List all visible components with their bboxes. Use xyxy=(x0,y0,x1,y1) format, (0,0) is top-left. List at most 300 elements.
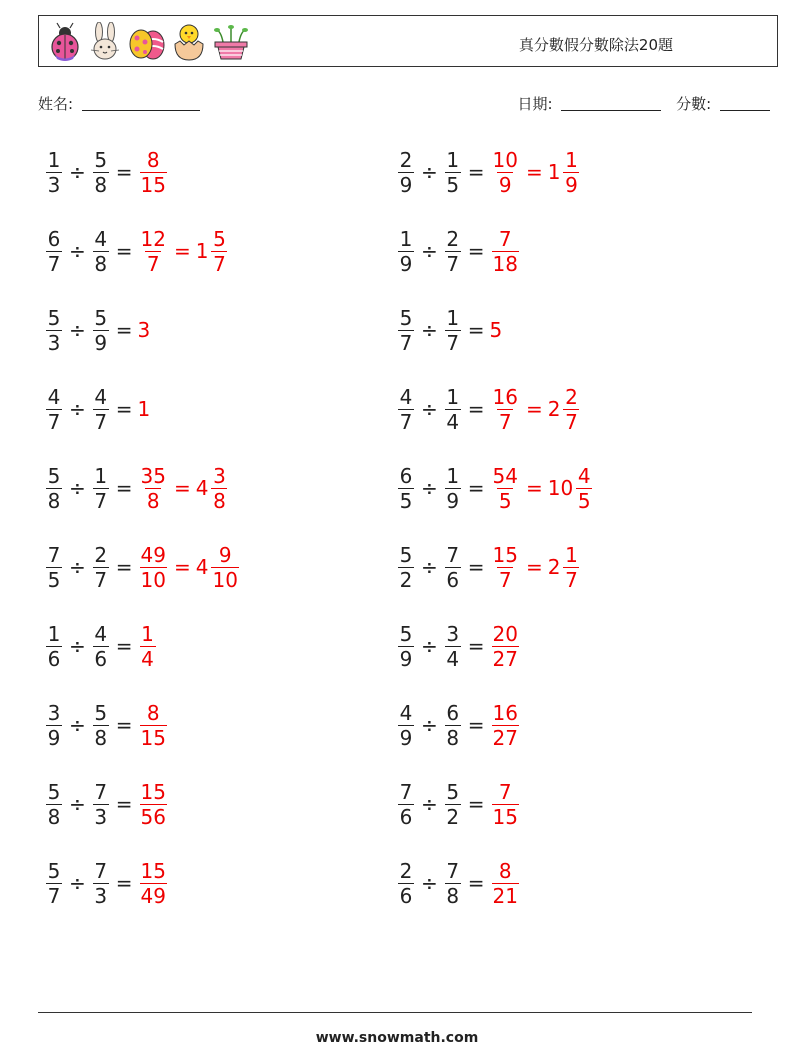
fraction xyxy=(445,463,461,513)
numerator: 4 xyxy=(94,384,108,409)
denominator: 6 xyxy=(94,646,108,671)
divide-sign: ÷ xyxy=(421,634,438,658)
fraction xyxy=(93,463,109,513)
denominator: 49 xyxy=(140,883,166,908)
fraction xyxy=(398,779,414,829)
fraction xyxy=(46,226,62,276)
denominator: 7 xyxy=(565,409,578,434)
problem-row xyxy=(44,382,151,436)
denominator: 7 xyxy=(565,567,578,592)
answer xyxy=(490,147,521,197)
numerator: 7 xyxy=(498,226,512,251)
denominator: 8 xyxy=(47,804,61,829)
denominator: 6 xyxy=(399,883,413,908)
denominator: 6 xyxy=(47,646,61,671)
fraction xyxy=(492,858,519,908)
equals-sign: = xyxy=(467,476,485,500)
fraction xyxy=(492,463,519,513)
fraction xyxy=(445,226,461,276)
bunny-icon xyxy=(87,22,123,62)
answer xyxy=(547,384,582,434)
numerator: 4 xyxy=(94,226,108,251)
denominator: 10 xyxy=(212,567,238,592)
equals-sign: = xyxy=(467,634,485,658)
denominator: 15 xyxy=(492,804,518,829)
numerator: 8 xyxy=(146,700,160,725)
answer xyxy=(195,463,230,513)
answer xyxy=(138,397,152,421)
numerator: 4 xyxy=(47,384,61,409)
denominator: 2 xyxy=(446,804,460,829)
numerator: 7 xyxy=(47,542,61,567)
answer xyxy=(547,463,594,513)
answer-whole: 5 xyxy=(489,318,503,342)
date-blank[interactable] xyxy=(561,96,661,111)
fraction xyxy=(46,147,62,197)
denominator: 27 xyxy=(492,646,518,671)
flower-pot-icon xyxy=(211,22,251,62)
denominator: 9 xyxy=(565,172,578,197)
fraction xyxy=(140,542,167,592)
answer-whole: 4 xyxy=(195,476,209,500)
fraction xyxy=(93,226,109,276)
answer xyxy=(138,542,169,592)
denominator: 7 xyxy=(47,883,61,908)
divide-sign: ÷ xyxy=(69,318,86,342)
denominator: 8 xyxy=(146,488,160,513)
numerator: 5 xyxy=(399,305,413,330)
fraction xyxy=(93,621,109,671)
divide-sign: ÷ xyxy=(421,555,438,579)
answer xyxy=(490,463,521,513)
answer xyxy=(138,147,169,197)
ladybug-icon xyxy=(47,22,83,62)
answer xyxy=(547,147,582,197)
problem-row xyxy=(44,145,169,199)
answer-whole: 3 xyxy=(137,318,151,342)
answer xyxy=(138,700,169,750)
denominator: 9 xyxy=(94,330,108,355)
fraction xyxy=(445,858,461,908)
denominator: 7 xyxy=(446,330,460,355)
numerator: 1 xyxy=(446,463,460,488)
denominator: 4 xyxy=(446,409,460,434)
numerator: 15 xyxy=(492,542,518,567)
denominator: 3 xyxy=(47,172,61,197)
answer xyxy=(490,858,521,908)
denominator: 7 xyxy=(498,567,512,592)
denominator: 9 xyxy=(47,725,61,750)
equals-sign: = xyxy=(467,555,485,579)
worksheet-title: 真分數假分數除法20題 xyxy=(518,36,673,54)
numerator: 1 xyxy=(565,147,578,172)
date-score-fields xyxy=(518,93,770,114)
problem-row xyxy=(44,698,169,752)
fraction xyxy=(140,147,167,197)
divide-sign: ÷ xyxy=(69,239,86,263)
fraction xyxy=(563,542,579,592)
numerator: 5 xyxy=(47,305,61,330)
numerator: 1 xyxy=(47,147,61,172)
equals-sign: = xyxy=(115,792,133,816)
denominator: 9 xyxy=(446,488,460,513)
denominator: 27 xyxy=(492,725,518,750)
numerator: 4 xyxy=(399,384,413,409)
numerator: 6 xyxy=(47,226,61,251)
numerator: 4 xyxy=(94,621,108,646)
fraction xyxy=(93,858,109,908)
numerator: 16 xyxy=(492,384,518,409)
denominator: 7 xyxy=(498,409,512,434)
numerator: 7 xyxy=(399,779,413,804)
fraction xyxy=(46,463,62,513)
equals-sign: = xyxy=(115,397,133,421)
numerator: 2 xyxy=(565,384,578,409)
numerator: 7 xyxy=(94,858,108,883)
problem-row xyxy=(396,224,521,278)
answer xyxy=(138,621,158,671)
denominator: 8 xyxy=(446,883,460,908)
fraction xyxy=(398,858,414,908)
fraction xyxy=(398,384,414,434)
fraction xyxy=(211,226,227,276)
numerator: 1 xyxy=(446,305,460,330)
numerator: 3 xyxy=(446,621,460,646)
denominator: 2 xyxy=(399,567,413,592)
name-field xyxy=(38,93,200,114)
header-icons xyxy=(47,22,251,62)
answer-equals-sign: = xyxy=(525,397,543,421)
divide-sign: ÷ xyxy=(421,792,438,816)
fraction xyxy=(93,779,109,829)
denominator: 5 xyxy=(446,172,460,197)
answer xyxy=(195,226,230,276)
numerator: 5 xyxy=(94,305,108,330)
numerator: 2 xyxy=(399,147,413,172)
denominator: 7 xyxy=(146,251,160,276)
denominator: 6 xyxy=(399,804,413,829)
numerator: 5 xyxy=(94,700,108,725)
divide-sign: ÷ xyxy=(69,160,86,184)
equals-sign: = xyxy=(115,555,133,579)
answer xyxy=(547,542,582,592)
divide-sign: ÷ xyxy=(69,476,86,500)
denominator: 8 xyxy=(94,251,108,276)
numerator: 20 xyxy=(492,621,518,646)
fraction xyxy=(46,621,62,671)
fraction xyxy=(492,542,519,592)
answer xyxy=(138,463,169,513)
numerator: 10 xyxy=(492,147,518,172)
fraction xyxy=(398,700,414,750)
equals-sign: = xyxy=(467,318,485,342)
problem-row xyxy=(396,540,581,594)
numerator: 7 xyxy=(94,779,108,804)
denominator: 9 xyxy=(399,646,413,671)
footer-divider xyxy=(38,1012,752,1013)
fraction xyxy=(140,858,167,908)
answer xyxy=(138,226,169,276)
numerator: 1 xyxy=(47,621,61,646)
chick-in-egg-icon xyxy=(171,22,207,62)
divide-sign: ÷ xyxy=(421,871,438,895)
denominator: 3 xyxy=(94,883,108,908)
denominator: 7 xyxy=(47,409,61,434)
fraction xyxy=(398,226,414,276)
fraction xyxy=(492,147,519,197)
numerator: 2 xyxy=(446,226,460,251)
numerator: 5 xyxy=(399,542,413,567)
numerator: 5 xyxy=(47,463,61,488)
answer-whole: 2 xyxy=(547,397,561,421)
fraction xyxy=(140,226,167,276)
denominator: 7 xyxy=(446,251,460,276)
fraction xyxy=(140,779,167,829)
numerator: 1 xyxy=(94,463,108,488)
numerator: 6 xyxy=(446,700,460,725)
numerator: 2 xyxy=(399,858,413,883)
fraction xyxy=(445,542,461,592)
denominator: 5 xyxy=(498,488,512,513)
answer-whole: 1 xyxy=(137,397,151,421)
numerator: 15 xyxy=(140,858,166,883)
fraction xyxy=(211,542,238,592)
divide-sign: ÷ xyxy=(421,160,438,184)
answer xyxy=(490,700,521,750)
equals-sign: = xyxy=(467,397,485,421)
numerator: 4 xyxy=(399,700,413,725)
equals-sign: = xyxy=(115,713,133,737)
fraction xyxy=(398,147,414,197)
answer xyxy=(138,858,169,908)
answer xyxy=(490,542,521,592)
equals-sign: = xyxy=(467,160,485,184)
problem-row xyxy=(44,540,241,594)
answer-whole: 1 xyxy=(195,239,209,263)
fraction xyxy=(140,621,156,671)
numerator: 1 xyxy=(399,226,413,251)
numerator: 7 xyxy=(498,779,512,804)
denominator: 18 xyxy=(492,251,518,276)
fraction xyxy=(46,779,62,829)
divide-sign: ÷ xyxy=(421,239,438,263)
answer xyxy=(490,226,521,276)
numerator: 54 xyxy=(492,463,518,488)
numerator: 2 xyxy=(94,542,108,567)
answer xyxy=(490,384,521,434)
numerator: 5 xyxy=(446,779,460,804)
numerator: 5 xyxy=(399,621,413,646)
answer-equals-sign: = xyxy=(525,160,543,184)
numerator: 35 xyxy=(140,463,166,488)
problem-row xyxy=(396,382,581,436)
divide-sign: ÷ xyxy=(421,713,438,737)
fraction xyxy=(398,621,414,671)
numerator: 5 xyxy=(47,779,61,804)
numerator: 1 xyxy=(446,384,460,409)
denominator: 8 xyxy=(47,488,61,513)
numerator: 49 xyxy=(140,542,166,567)
denominator: 7 xyxy=(94,567,108,592)
fraction xyxy=(445,700,461,750)
fraction xyxy=(563,384,579,434)
fraction xyxy=(93,384,109,434)
footer-url: www.snowmath.com xyxy=(315,1030,479,1046)
numerator: 12 xyxy=(140,226,166,251)
fraction xyxy=(46,858,62,908)
numerator: 1 xyxy=(446,147,460,172)
denominator: 4 xyxy=(446,646,460,671)
equals-sign: = xyxy=(115,239,133,263)
problem-row xyxy=(44,619,158,673)
fraction xyxy=(93,542,109,592)
worksheet-header xyxy=(38,15,778,67)
fraction xyxy=(46,542,62,592)
denominator: 6 xyxy=(446,567,460,592)
answer xyxy=(195,542,241,592)
numerator: 3 xyxy=(47,700,61,725)
divide-sign: ÷ xyxy=(421,476,438,500)
answer xyxy=(490,318,504,342)
name-blank[interactable] xyxy=(82,96,200,111)
denominator: 9 xyxy=(498,172,512,197)
fraction xyxy=(398,463,414,513)
numerator: 8 xyxy=(146,147,160,172)
fraction xyxy=(492,384,519,434)
fraction xyxy=(492,779,519,829)
equals-sign: = xyxy=(467,713,485,737)
numerator: 6 xyxy=(399,463,413,488)
divide-sign: ÷ xyxy=(69,792,86,816)
denominator: 7 xyxy=(94,488,108,513)
divide-sign: ÷ xyxy=(69,555,86,579)
problem-row xyxy=(396,145,581,199)
numerator: 16 xyxy=(492,700,518,725)
equals-sign: = xyxy=(115,318,133,342)
numerator: 5 xyxy=(94,147,108,172)
numerator: 1 xyxy=(141,621,154,646)
denominator: 7 xyxy=(47,251,61,276)
fraction xyxy=(445,384,461,434)
date-label: 日期: xyxy=(517,95,553,113)
problem-row xyxy=(44,303,151,357)
equals-sign: = xyxy=(115,476,133,500)
fraction xyxy=(563,147,579,197)
numerator: 5 xyxy=(47,858,61,883)
denominator: 15 xyxy=(140,172,166,197)
denominator: 8 xyxy=(94,172,108,197)
answer-equals-sign: = xyxy=(173,555,191,579)
answer xyxy=(490,779,521,829)
numerator: 5 xyxy=(213,226,226,251)
fraction xyxy=(492,621,519,671)
fraction xyxy=(492,700,519,750)
denominator: 7 xyxy=(399,330,413,355)
divide-sign: ÷ xyxy=(69,634,86,658)
fraction xyxy=(140,700,167,750)
fraction xyxy=(46,305,62,355)
answer-equals-sign: = xyxy=(173,476,191,500)
answer-whole: 10 xyxy=(547,476,574,500)
denominator: 5 xyxy=(577,488,591,513)
equals-sign: = xyxy=(467,792,485,816)
equals-sign: = xyxy=(467,239,485,263)
fraction xyxy=(140,463,167,513)
denominator: 7 xyxy=(399,409,413,434)
problem-row xyxy=(396,303,503,357)
problem-row xyxy=(44,461,229,515)
problem-row xyxy=(44,856,169,910)
answer-equals-sign: = xyxy=(525,476,543,500)
fraction xyxy=(398,305,414,355)
fraction xyxy=(445,779,461,829)
denominator: 8 xyxy=(213,488,226,513)
numerator: 8 xyxy=(498,858,512,883)
fraction xyxy=(445,621,461,671)
denominator: 4 xyxy=(141,646,154,671)
denominator: 15 xyxy=(140,725,166,750)
equals-sign: = xyxy=(115,871,133,895)
numerator: 7 xyxy=(446,858,460,883)
denominator: 56 xyxy=(140,804,166,829)
fraction xyxy=(211,463,227,513)
equals-sign: = xyxy=(467,871,485,895)
numerator: 1 xyxy=(565,542,578,567)
numerator: 9 xyxy=(218,542,232,567)
problem-row xyxy=(396,698,521,752)
denominator: 9 xyxy=(399,172,413,197)
problem-row xyxy=(396,619,521,673)
answer xyxy=(138,318,152,342)
name-label: 姓名: xyxy=(38,95,74,113)
divide-sign: ÷ xyxy=(421,397,438,421)
answer-whole: 1 xyxy=(547,160,561,184)
divide-sign: ÷ xyxy=(421,318,438,342)
fraction xyxy=(445,305,461,355)
denominator: 7 xyxy=(213,251,226,276)
problem-row xyxy=(44,777,169,831)
denominator: 7 xyxy=(94,409,108,434)
score-label: 分數: xyxy=(676,95,712,113)
equals-sign: = xyxy=(115,634,133,658)
answer xyxy=(490,621,521,671)
numerator: 3 xyxy=(213,463,226,488)
problem-row xyxy=(396,461,594,515)
fraction xyxy=(398,542,414,592)
problem-row xyxy=(44,224,229,278)
fraction xyxy=(576,463,592,513)
denominator: 8 xyxy=(94,725,108,750)
denominator: 5 xyxy=(399,488,413,513)
denominator: 5 xyxy=(47,567,61,592)
fraction xyxy=(46,700,62,750)
fraction xyxy=(46,384,62,434)
denominator: 9 xyxy=(399,725,413,750)
denominator: 8 xyxy=(446,725,460,750)
answer-whole: 4 xyxy=(195,555,209,579)
divide-sign: ÷ xyxy=(69,397,86,421)
fraction xyxy=(492,226,519,276)
answer-equals-sign: = xyxy=(525,555,543,579)
denominator: 10 xyxy=(140,567,166,592)
fraction xyxy=(93,147,109,197)
fraction xyxy=(93,305,109,355)
numerator: 4 xyxy=(577,463,591,488)
denominator: 3 xyxy=(47,330,61,355)
answer xyxy=(138,779,169,829)
score-blank[interactable] xyxy=(720,96,770,111)
problem-row xyxy=(396,777,521,831)
